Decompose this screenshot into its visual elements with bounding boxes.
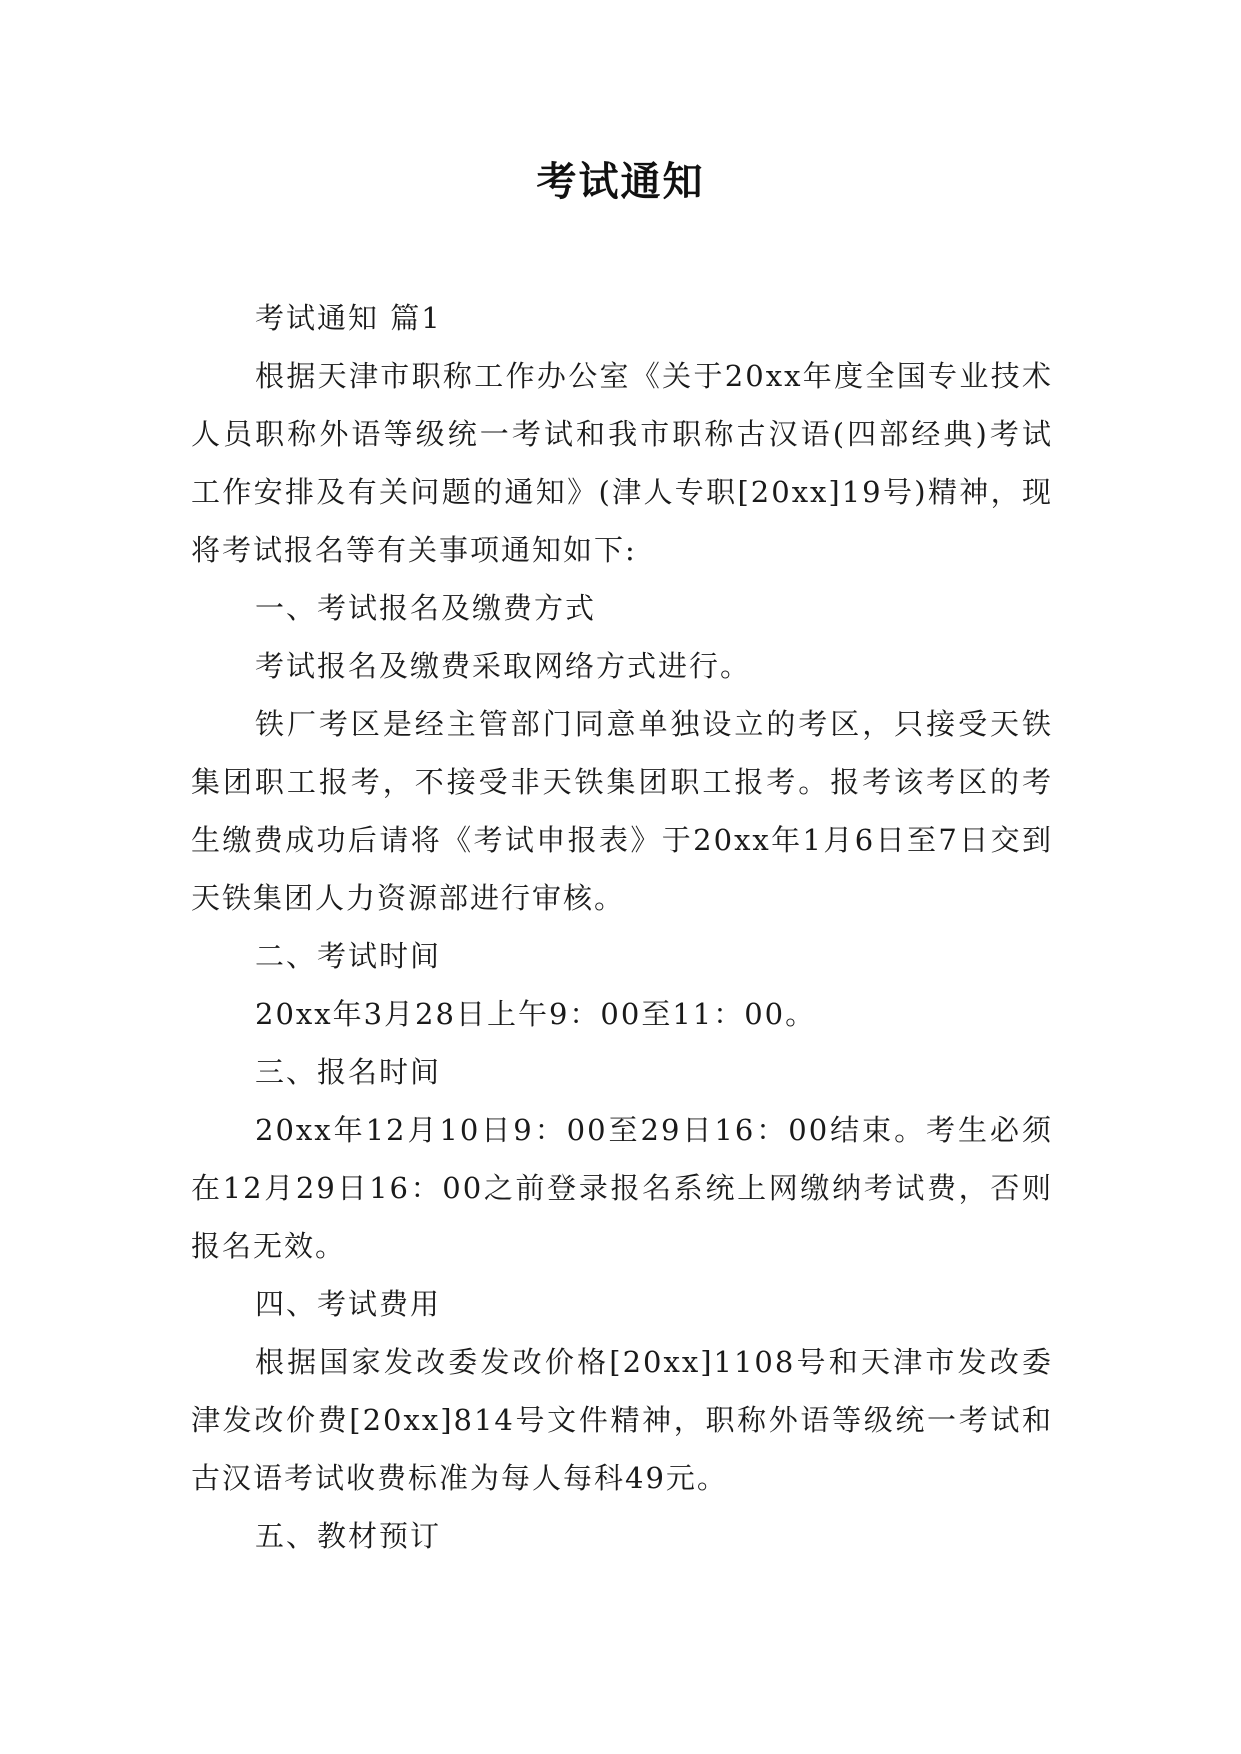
- section-heading: 五、教材预订: [255, 1519, 442, 1553]
- section-heading: 四、考试费用: [255, 1287, 442, 1321]
- document-title: 考试通知: [536, 158, 705, 205]
- paragraph: 铁厂考区是经主管部门同意单独设立的考区，只接受天铁集团职工报考，不接受非天铁集团职工报考。报考该考区的考生缴费成功后请将《考试申报表》于20xx年1月6日至7日交到天铁集团人力资源部进行审核。: [191, 707, 1053, 915]
- paragraph: 20xx年12月10日9：00至29日16：00结束。考生必须在12月29日16：00之前登录报名系统上网缴纳考试费，否则报名无效。: [191, 1113, 1053, 1263]
- section-heading: 考试通知 篇1: [255, 301, 442, 335]
- paragraph: 根据国家发改委发改价格[20xx]1108号和天津市发改委津发改价费[20xx]814号文件精神，职称外语等级统一考试和古汉语考试收费标准为每人每科49元。: [191, 1345, 1053, 1495]
- section-heading: 一、考试报名及缴费方式: [255, 591, 597, 625]
- section-heading: 三、报名时间: [255, 1055, 442, 1089]
- section-heading: 二、考试时间: [255, 939, 442, 973]
- document-body: [191, 289, 1053, 1565]
- paragraph: 考试报名及缴费采取网络方式进行。: [255, 649, 752, 683]
- paragraph: 20xx年3月28日上午9：00至11：00。: [255, 997, 817, 1031]
- paragraph: 根据天津市职称工作办公室《关于20xx年度全国专业技术人员职称外语等级统一考试和我市职称古汉语(四部经典)考试工作安排及有关问题的通知》(津人专职[20xx]19号)精神，现将考试报名等有关事项通知如下:: [191, 359, 1053, 567]
